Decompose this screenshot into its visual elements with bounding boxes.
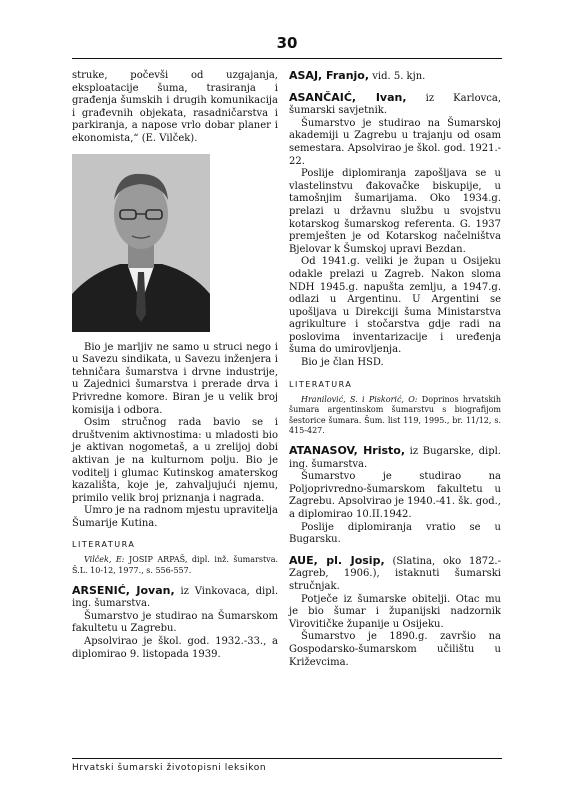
literature-text: JOSIP ARPAŠ, dipl. inž. šumarstva. Š.L. 10-12, 1977., s. 556-557.: [72, 555, 279, 576]
entry-asancaic: [289, 92, 501, 437]
entry-paragraph: Bio je član HSD.: [301, 357, 384, 369]
literature-text: Doprinos hrvatskih šumara argentinskom šumarstvu s biografijom šestorice šumara. Šum. list 119, 1995., br. 11/12, s. 415-427.: [289, 394, 502, 436]
footer-rule: [72, 758, 502, 759]
entry-paragraph: Potječe iz šumarske obitelji. Otac mu je bio šumar i županijski nadzornik Virovitičke županije u Osijeku.: [289, 593, 501, 630]
entry-headword: AUE, pl. Josip,: [289, 553, 385, 567]
literature-heading: LITERATURA: [72, 540, 136, 550]
entry-arsenic: [72, 585, 278, 662]
entry-paragraph: Apsolvirao je škol. god. 1932.-33., a diplomirao 9. listopada 1939.: [72, 636, 278, 660]
entry-paragraph: Šumarstvo je studirao na Šumarskom fakultetu u Zagrebu.: [72, 610, 278, 635]
entry-paragraph: Šumarstvo je studirao na Poljoprivredno-šumarskom fakultetu u Zagrebu. Apsolvirao je 1940.-41. šk. god., a diplomirao 10.II.1942.: [289, 471, 501, 520]
literature-heading: LITERATURA: [289, 379, 353, 389]
entry-intro: iz Karlovca, šumarski savjetnik.: [289, 92, 501, 117]
entry-paragraph: Od 1941.g. veliki je župan u Osijeku odakle prelazi u Zagreb. Nakon sloma NDH 1945.g. napušta zemlju, a 1947.g. odlazi u Argentinu. U Argentini se upošljava u Direkciji šuma Ministarstva agrikulture i stočarstva gdje radi na poslovima inventarizacije i uređenja šuma do umirovljenja.: [289, 256, 501, 356]
entry-intro: vid. 5. kjn.: [372, 71, 426, 82]
portrait-illustration: [72, 154, 210, 332]
entry-paragraph: Poslije diplomiranja zapošljava se u vlastelinstvu đakovačke biskupije, u tamošnjim šumarijama. Oko 1934.g. prelazi u državnu službu u svojstvu kotarskog šumarskog referenta. G. 1937 premješten je od Kotarskog načelništva Bjelovar k Šumskoj upravi Bezdan.: [289, 168, 501, 255]
footer-title: Hrvatski šumarski životopisni leksikon: [72, 763, 267, 773]
right-column: [289, 70, 501, 669]
literature-reference: [72, 555, 278, 576]
entry-intro: (Slatina, oko 1872.- Zagreb, 1906.), istaknuti šumarski stručnjak.: [289, 555, 501, 592]
entry-paragraph: Poslije diplomiranja vratio se u Bugarsku.: [289, 521, 501, 546]
continuation-paragraph: struke, počevši od uzgajanja, eksploatacije šuma, trasiranja i građenja šumskih i drugih komunikacija i građevnih objekata, rasadničarstva i parkiranja, a napose vrlo dobar planer i ekonomista,“ (E. Vilček).: [72, 70, 278, 144]
entry-asaj: [289, 70, 501, 84]
entry-headword: ATANASOV, Hristo,: [289, 444, 406, 458]
header-rule: [72, 58, 502, 59]
entry-headword: ASANČAIĆ, Ivan,: [289, 90, 407, 104]
entry-paragraph: Šumarstvo je 1890.g. završio na Gospodarsko-šumarskom učilištu u Križevcima.: [289, 631, 501, 668]
literature-author: Vilček, E:: [84, 555, 125, 565]
left-column: [72, 70, 278, 661]
entry-intro: iz Bugarske, dipl. ing. šumarstva.: [289, 446, 501, 470]
bio-paragraph: Osim stručnog rada bavio se i društvenim aktivnostima: u mladosti bio je aktivan nogometaš, a u zrelijoj dobi aktivan je na kulturnom polju. Bio je voditelj i glumac Kutinskog amaterskog kazališta, koje je, zahvaljujući njemu, primilo velik broj priznanja i nagrada.: [72, 417, 278, 504]
portrait-photo: [72, 154, 210, 332]
entry-headword: ASAJ, Franjo,: [289, 69, 370, 82]
bio-paragraph: Bio je marljiv ne samo u struci nego i u Savezu sindikata, u Savezu inženjera i tehničara šumarstva i drvne industrije, u Zajednici šumarstva i prerade drva i Privredne komore. Biran je u velik broj komisija i odbora.: [72, 341, 278, 416]
entry-atanasov: [289, 445, 501, 547]
bio-paragraph: Umro je na radnom mjestu upravitelja Šumarije Kutina.: [72, 505, 278, 529]
literature-author: Hranilović, S. i Piskorić, O:: [301, 394, 418, 404]
entry-paragraph: Šumarstvo je studirao na Šumarskoj akademiji u Zagrebu u trajanju od osam semestara. Apsolvirao je škol. god. 1921.- 22.: [289, 117, 501, 167]
literature-reference: [289, 395, 501, 437]
page-number: 30: [276, 34, 298, 52]
entry-headword: ARSENIĆ, Jovan,: [72, 583, 175, 597]
entry-intro: iz Vinkovaca, dipl. ing. šumarstva.: [72, 585, 278, 610]
entry-aue: [289, 555, 501, 669]
